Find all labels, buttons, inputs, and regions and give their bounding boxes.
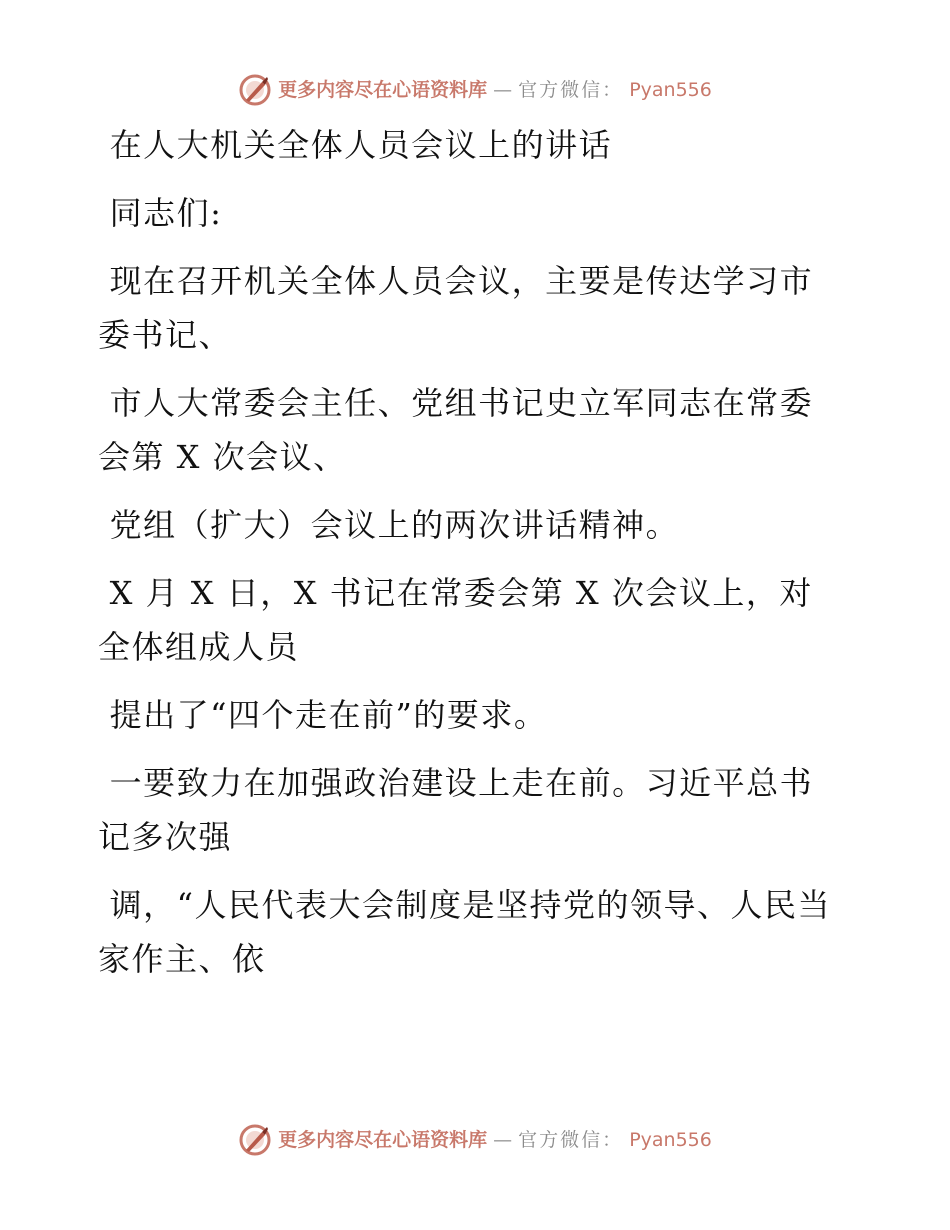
- paragraph-8: 调，“人民代表大会制度是坚持党的领导、人民当家作主、依: [98, 886, 832, 978]
- paragraph-2: 现在召开机关全体人员会议，主要是传达学习市委书记、: [98, 262, 814, 354]
- watermark-header: [0, 70, 950, 110]
- watermark-brand: 更多内容尽在心语资料库: [278, 78, 488, 101]
- watermark-brand: 更多内容尽在心语资料库: [278, 1128, 488, 1151]
- watermark-label: 官方微信：: [518, 1128, 624, 1151]
- watermark-separator: —: [493, 1128, 513, 1151]
- watermark-separator: —: [493, 78, 513, 101]
- paragraph-5: X 月 X 日，X 书记在常委会第 X 次会议上，对全体组成人员: [98, 574, 813, 666]
- watermark-footer: [0, 1120, 950, 1160]
- quill-pen-circle-icon: [238, 1123, 272, 1157]
- paragraph-4: 党组（扩大）会议上的两次讲话精神。: [98, 506, 680, 544]
- watermark-wechat-id: Pyan556: [629, 1128, 712, 1151]
- paragraph-1: 同志们:: [98, 194, 223, 232]
- paragraph-6: 提出了“四个走在前”的要求。: [98, 696, 548, 734]
- document-title: 在人大机关全体人员会议上的讲话: [98, 126, 613, 164]
- watermark-label: 官方微信：: [518, 78, 624, 101]
- document-body: [98, 118, 838, 1000]
- paragraph-7: 一要致力在加强政治建设上走在前。习近平总书记多次强: [98, 764, 814, 856]
- quill-pen-circle-icon: [238, 73, 272, 107]
- watermark-wechat-id: Pyan556: [629, 78, 712, 101]
- paragraph-3: 市人大常委会主任、党组书记史立军同志在常委会第 X 次会议、: [98, 384, 814, 476]
